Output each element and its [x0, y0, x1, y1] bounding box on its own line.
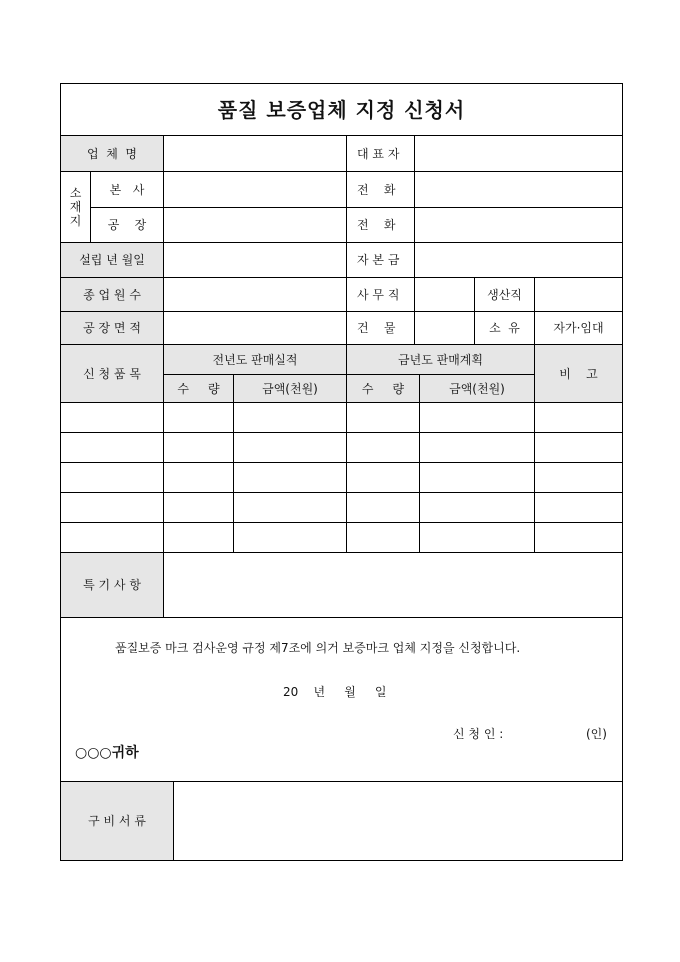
- employees-label: 종 업 원 수: [61, 278, 164, 312]
- head-office-field[interactable]: [164, 172, 347, 208]
- capital-label: 자 본 금: [347, 243, 415, 278]
- phone-label-2: 전 화: [347, 208, 415, 243]
- prev-qty-cell[interactable]: [164, 463, 234, 493]
- remarks-cell[interactable]: [535, 463, 622, 493]
- phone-label-1: 전 화: [347, 172, 415, 208]
- founded-label: 설립 년 월일: [61, 243, 164, 278]
- remarks-cell[interactable]: [535, 493, 622, 523]
- prev-amount-cell[interactable]: [234, 433, 347, 463]
- application-form: [60, 83, 623, 861]
- company-name-field[interactable]: [164, 136, 347, 172]
- prev-qty-cell[interactable]: [164, 523, 234, 553]
- special-notes-label: 특 기 사 항: [61, 553, 164, 618]
- item-cell[interactable]: [61, 493, 164, 523]
- declaration-statement: 품질보증 마크 검사운영 규정 제7조에 의거 보증마크 업체 지정을 신청합니다.: [115, 641, 521, 655]
- ownership-label: 소 유: [475, 312, 535, 345]
- production-staff-field[interactable]: [535, 278, 622, 312]
- office-staff-field[interactable]: [415, 278, 475, 312]
- production-staff-label: 생산직: [475, 278, 535, 312]
- office-staff-label: 사 무 직: [347, 278, 415, 312]
- prev-amount-header: 금액(천원): [234, 375, 347, 403]
- prev-qty-header: 수 량: [164, 375, 234, 403]
- building-label: 건 물: [347, 312, 415, 345]
- item-cell[interactable]: [61, 523, 164, 553]
- this-amount-cell[interactable]: [420, 403, 535, 433]
- documents-label: 구 비 서 류: [61, 782, 174, 860]
- representative-label: 대 표 자: [347, 136, 415, 172]
- special-notes-field[interactable]: [164, 553, 622, 618]
- applicant-label: 신 청 인 :: [453, 727, 504, 741]
- this-year-header: 금년도 판매계획: [347, 345, 535, 375]
- documents-field[interactable]: [174, 782, 622, 860]
- declaration-date: 20 년 월 일: [283, 685, 387, 699]
- prev-amount-cell[interactable]: [234, 403, 347, 433]
- prev-amount-cell[interactable]: [234, 523, 347, 553]
- item-header: 신 청 품 목: [61, 345, 164, 403]
- item-cell[interactable]: [61, 463, 164, 493]
- declaration-block: [61, 618, 622, 782]
- prev-qty-cell[interactable]: [164, 493, 234, 523]
- this-qty-cell[interactable]: [347, 433, 420, 463]
- factory-label: 공 장: [91, 208, 164, 243]
- this-amount-cell[interactable]: [420, 433, 535, 463]
- seal-mark: (인): [586, 727, 607, 741]
- applicant-signature-field[interactable]: [521, 726, 581, 742]
- form-title-row: [61, 84, 622, 136]
- item-cell[interactable]: [61, 433, 164, 463]
- factory-area-label: 공 장 면 적: [61, 312, 164, 345]
- addressee: ○○○귀하: [75, 745, 139, 761]
- prev-qty-cell[interactable]: [164, 433, 234, 463]
- building-field[interactable]: [415, 312, 475, 345]
- remarks-header: 비 고: [535, 345, 622, 403]
- this-qty-cell[interactable]: [347, 403, 420, 433]
- this-qty-cell[interactable]: [347, 493, 420, 523]
- item-cell[interactable]: [61, 403, 164, 433]
- this-qty-cell[interactable]: [347, 523, 420, 553]
- factory-field[interactable]: [164, 208, 347, 243]
- location-label-text: 소 재 지: [69, 186, 82, 228]
- remarks-cell[interactable]: [535, 523, 622, 553]
- head-office-phone-field[interactable]: [415, 172, 622, 208]
- location-label: [61, 172, 91, 243]
- remarks-cell[interactable]: [535, 433, 622, 463]
- prev-amount-cell[interactable]: [234, 463, 347, 493]
- this-amount-cell[interactable]: [420, 493, 535, 523]
- this-amount-cell[interactable]: [420, 523, 535, 553]
- this-qty-cell[interactable]: [347, 463, 420, 493]
- capital-field[interactable]: [415, 243, 622, 278]
- remarks-cell[interactable]: [535, 403, 622, 433]
- prev-year-header: 전년도 판매실적: [164, 345, 347, 375]
- this-qty-header: 수 량: [347, 375, 420, 403]
- employees-field[interactable]: [164, 278, 347, 312]
- founded-field[interactable]: [164, 243, 347, 278]
- prev-qty-cell[interactable]: [164, 403, 234, 433]
- this-amount-cell[interactable]: [420, 463, 535, 493]
- head-office-label: 본 사: [91, 172, 164, 208]
- representative-field[interactable]: [415, 136, 622, 172]
- factory-area-field[interactable]: [164, 312, 347, 345]
- prev-amount-cell[interactable]: [234, 493, 347, 523]
- ownership-value[interactable]: 자가·임대: [535, 312, 622, 345]
- this-amount-header: 금액(천원): [420, 375, 535, 403]
- company-name-label: 업 체 명: [61, 136, 164, 172]
- factory-phone-field[interactable]: [415, 208, 622, 243]
- form-title: 품질 보증업체 지정 신청서: [217, 97, 466, 122]
